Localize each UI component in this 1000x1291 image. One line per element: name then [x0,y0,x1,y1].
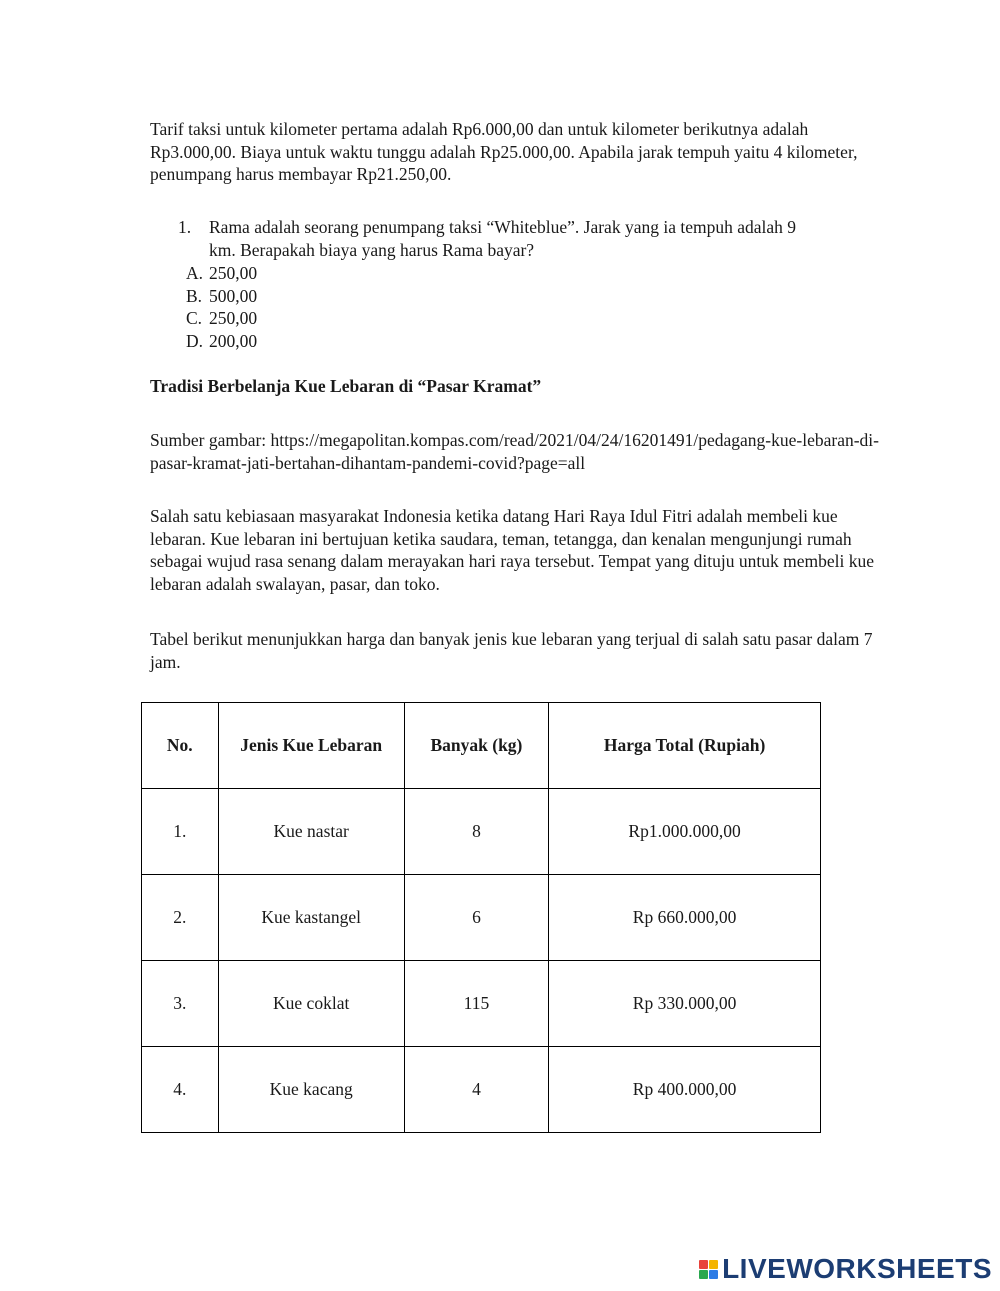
cell-total-price: Rp 660.000,00 [549,875,821,961]
header-quantity: Banyak (kg) [404,703,548,789]
option-b[interactable] [186,285,257,308]
cell-no: 2. [142,875,219,961]
cell-cake-type: Kue coklat [218,961,404,1047]
cell-total-price: Rp 400.000,00 [549,1047,821,1133]
table-row [142,961,821,1047]
header-total-price: Harga Total (Rupiah) [549,703,821,789]
answer-options [186,262,257,352]
logo-text: LIVEWORKSHEETS [722,1253,992,1284]
option-text: 250,00 [209,263,258,283]
option-c[interactable] [186,307,257,330]
logo-square-green [699,1270,708,1279]
option-text: 250,00 [209,308,258,328]
logo-square-red [699,1260,708,1269]
cell-quantity: 6 [404,875,548,961]
question-text [178,216,878,239]
option-letter: B. [186,285,203,306]
option-text: 200,00 [209,330,258,351]
option-text: 500,00 [209,285,258,306]
table-row [142,1047,821,1133]
liveworksheets-logo[interactable] [699,1254,992,1284]
cell-cake-type: Kue kacang [218,1047,404,1133]
table-row [142,875,821,961]
question-line-2: km. Berapakah biaya yang harus Rama bayar? [209,239,535,260]
section-heading: Tradisi Berbelanja Kue Lebaran di “Pasar Kramat” [150,376,542,396]
option-d[interactable] [186,330,257,353]
option-a[interactable] [186,262,257,285]
header-cake-type: Jenis Kue Lebaran [218,703,404,789]
cell-no: 1. [142,789,219,875]
cell-quantity: 4 [404,1047,548,1133]
question-line-1: Rama adalah seorang penumpang taksi “Whiteblue”. Jarak yang ia tempuh adalah 9 [209,217,797,237]
cell-total-price: Rp1.000.000,00 [549,789,821,875]
cell-cake-type: Kue nastar [218,789,404,875]
header-no: No. [142,703,219,789]
image-source: Sumber gambar: https://megapolitan.kompas.com/read/2021/04/24/16201491/pedagang-kue-lebaran-di-pasar-kramat-jati-bertahan-dihantam-pandemi-covid?page=all [150,430,879,473]
table-header-row [142,703,821,789]
option-letter: C. [186,308,203,328]
logo-mark-icon [699,1260,718,1279]
cell-cake-type: Kue kastangel [218,875,404,961]
body-paragraph-2: Tabel berikut menunjukkan harga dan banyak jenis kue lebaran yang terjual di salah satu pasar dalam 7 jam. [150,629,873,672]
intro-paragraph: Tarif taksi untuk kilometer pertama adalah Rp6.000,00 dan untuk kilometer berikutnya adalah Rp3.000,00. Biaya untuk waktu tunggu adalah Rp25.000,00. Apabila jarak tempuh yaitu 4 kilometer, penumpang harus membayar Rp21.250,00. [150,119,858,184]
logo-square-yellow [709,1260,718,1269]
cell-no: 3. [142,961,219,1047]
question-text-continued [178,239,878,262]
option-letter: D. [186,330,204,351]
cell-quantity: 8 [404,789,548,875]
body-paragraph-1: Salah satu kebiasaan masyarakat Indonesia ketika datang Hari Raya Idul Fitri adalah membeli kue lebaran. Kue lebaran ini bertujuan ketika saudara, teman, tetangga, dan kenalan mengunjungi rumah sebagai wujud rasa senang dalam merayakan hari raya tersebut. Tempat yang dituju untuk membeli kue lebaran adalah swalayan, pasar, dan toko. [150,506,874,594]
logo-square-blue [709,1270,718,1279]
cell-quantity: 115 [404,961,548,1047]
option-letter: A. [186,263,204,283]
cell-total-price: Rp 330.000,00 [549,961,821,1047]
table-row [142,789,821,875]
cell-no: 4. [142,1047,219,1133]
question-number: 1. [178,217,192,237]
cake-sales-table [141,702,821,1133]
question-1 [178,216,878,261]
